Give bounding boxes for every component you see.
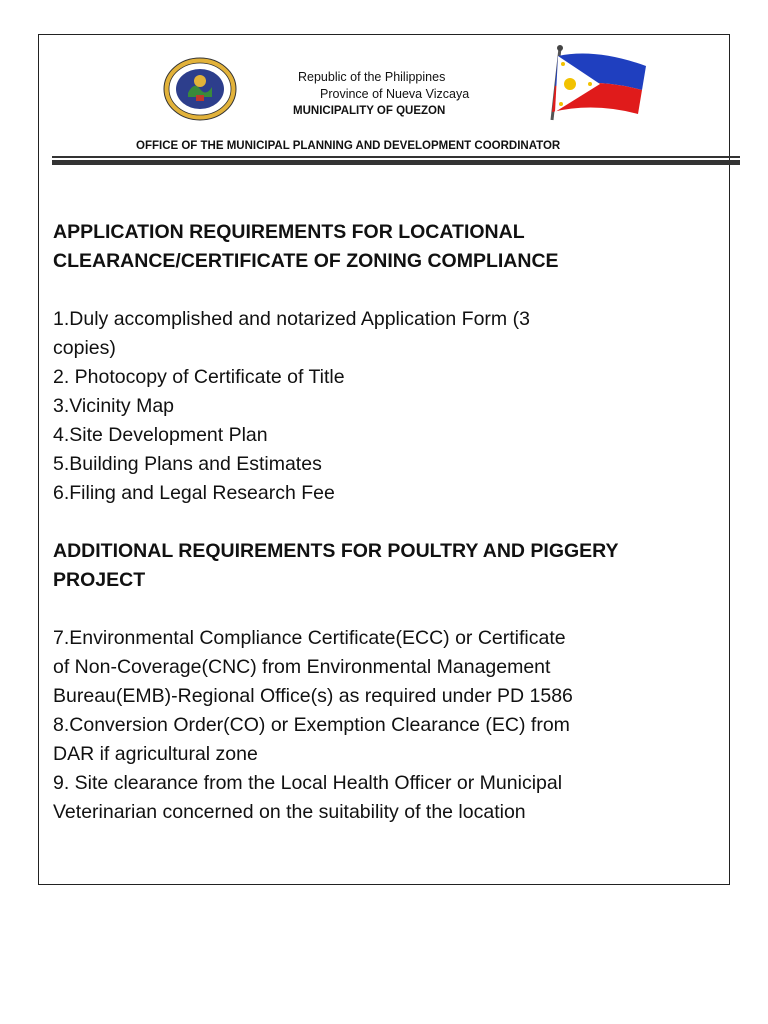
requirement-line: 7.Environmental Compliance Certificate(ECC) or Certificate (53, 627, 566, 649)
requirement-line: 8.Conversion Order(CO) or Exemption Clearance (EC) from (53, 714, 570, 736)
requirement-line: 1.Duly accomplished and notarized Application Form (3 (53, 308, 530, 330)
section2-list (53, 624, 713, 827)
spacer (53, 595, 713, 624)
document-body (53, 218, 713, 827)
section1-heading-line: APPLICATION REQUIREMENTS FOR LOCATIONAL (53, 221, 525, 243)
section2-heading (53, 537, 713, 595)
section2-heading-line: ADDITIONAL REQUIREMENTS FOR POULTRY AND PIGGERY (53, 540, 619, 562)
section1-heading-line: CLEARANCE/CERTIFICATE OF ZONING COMPLIANCE (53, 250, 559, 272)
requirement-line: of Non-Coverage(CNC) from Environmental Management (53, 656, 551, 678)
requirement-line: 4.Site Development Plan (53, 424, 268, 446)
municipal-seal-icon (163, 57, 237, 121)
spacer (53, 508, 713, 537)
municipality-line: MUNICIPALITY OF QUEZON (293, 105, 446, 117)
requirement-line: 6.Filing and Legal Research Fee (53, 482, 335, 504)
header-divider-thick (52, 160, 740, 165)
requirement-line: 2. Photocopy of Certificate of Title (53, 366, 345, 388)
requirement-line: 3.Vicinity Map (53, 395, 175, 417)
republic-line: Republic of the Philippines (298, 70, 446, 84)
requirement-line: 9. Site clearance from the Local Health Officer or Municipal (53, 772, 563, 794)
requirement-line: Bureau(EMB)-Regional Office(s) as required under PD 1586 (53, 685, 573, 707)
requirement-line: Veterinarian concerned on the suitability of the location (53, 801, 526, 823)
requirement-line: 5.Building Plans and Estimates (53, 453, 322, 475)
philippine-flag-icon (546, 44, 650, 122)
header-divider-thin (52, 156, 740, 158)
section1-heading (53, 218, 713, 276)
spacer (53, 276, 713, 305)
section2-heading-line: PROJECT (53, 569, 146, 591)
requirement-line: DAR if agricultural zone (53, 743, 258, 765)
requirement-line: copies) (53, 337, 116, 359)
office-title: OFFICE OF THE MUNICIPAL PLANNING AND DEVELOPMENT COORDINATOR (136, 140, 561, 152)
province-line: Province of Nueva Vizcaya (320, 87, 470, 101)
section1-list (53, 305, 713, 508)
